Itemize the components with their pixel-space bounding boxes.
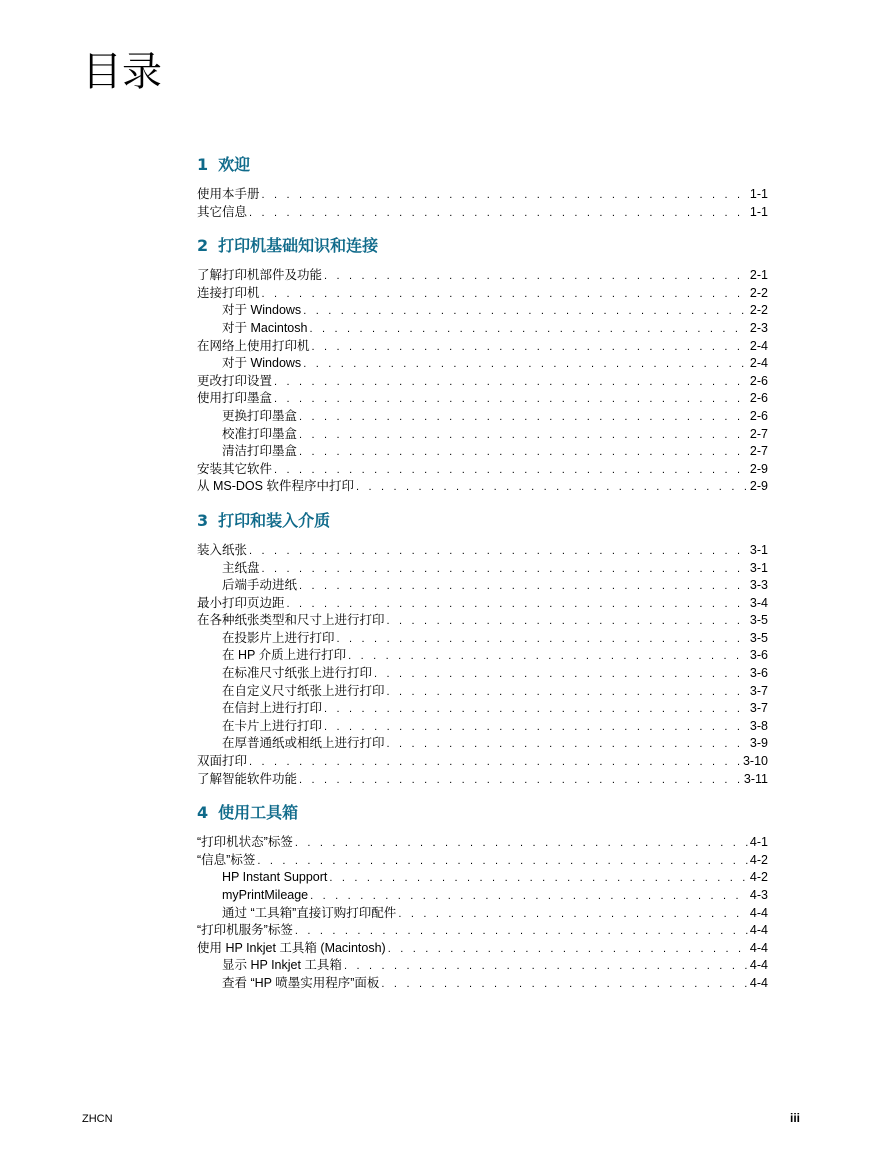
toc-entry-label: 使用 HP Inkjet 工具箱 (Macintosh) <box>197 940 386 955</box>
toc-entry-page: 4-4 <box>749 923 768 938</box>
toc-entry-label: 主纸盘 <box>222 560 260 575</box>
chapter-title: 使用工具箱 <box>218 803 299 823</box>
toc-entry[interactable] <box>197 542 768 560</box>
toc-entry-page: 2-2 <box>749 303 768 318</box>
toc-entry-label: 在 HP 介质上进行打印 <box>222 648 347 663</box>
dot-leader <box>388 941 748 959</box>
dot-leader <box>299 578 748 596</box>
toc-entry-label: “打印机服务”标签 <box>197 923 293 938</box>
page-title: 目录 <box>82 49 162 95</box>
toc-entry-label: 在自定义尺寸纸张上进行打印 <box>222 683 385 698</box>
dot-leader <box>324 719 748 737</box>
toc-entry-label: 在标准尺寸纸张上进行打印 <box>222 666 373 681</box>
chapter-number: 2 <box>197 236 209 256</box>
toc-entry[interactable] <box>197 771 768 789</box>
dot-leader <box>299 772 742 790</box>
toc-entry[interactable] <box>197 612 768 630</box>
dot-leader <box>262 561 748 579</box>
toc-entry-page: 3-10 <box>742 754 768 769</box>
toc-entry-page: 2-4 <box>749 356 768 371</box>
toc-entry[interactable] <box>197 390 768 408</box>
toc-entry-page: 3-6 <box>749 666 768 681</box>
dot-leader <box>249 205 748 223</box>
toc-entry-label: 对于 Windows <box>222 356 302 371</box>
dot-leader <box>303 356 748 374</box>
toc-entry-label: 对于 Windows <box>222 303 302 318</box>
toc-entry-label: 安装其它软件 <box>197 461 273 476</box>
footer-page-number: iii <box>789 1111 800 1125</box>
toc-entry[interactable] <box>197 647 768 665</box>
toc-entry-page: 2-6 <box>749 373 768 388</box>
toc-entry[interactable] <box>197 905 768 923</box>
dot-leader <box>287 596 748 614</box>
toc-entry[interactable] <box>197 186 768 204</box>
toc-entry-page: 2-6 <box>749 408 768 423</box>
toc-entry-page: 4-2 <box>749 870 768 885</box>
toc-chapter <box>197 235 768 496</box>
toc-entry-page: 3-11 <box>743 771 768 786</box>
toc-entry-page: 4-1 <box>749 835 768 850</box>
dot-leader <box>303 303 748 321</box>
toc-entry-page: 4-4 <box>749 905 768 920</box>
dot-leader <box>324 701 748 719</box>
toc-entry-page: 4-4 <box>749 940 768 955</box>
toc-entry-label: 双面打印 <box>197 754 248 769</box>
chapter-title: 打印和装入介质 <box>218 510 331 530</box>
toc-entry-page: 2-2 <box>749 285 768 300</box>
toc-entry-label: 从 MS-DOS 软件程序中打印 <box>197 479 354 494</box>
dot-leader <box>274 374 748 392</box>
toc-entry-label: 了解打印机部件及功能 <box>197 268 323 283</box>
dot-leader <box>387 684 748 702</box>
dot-leader <box>262 187 748 205</box>
toc-entry-page: 2-9 <box>749 479 768 494</box>
toc-entry-page: 2-6 <box>749 391 768 406</box>
toc-entry[interactable] <box>197 267 768 285</box>
toc-entry[interactable] <box>197 735 768 753</box>
toc-entry-label: 装入纸张 <box>197 542 248 557</box>
toc-entry-label: 显示 HP Inkjet 工具箱 <box>222 958 342 973</box>
toc-entry-page: 1-1 <box>749 204 768 219</box>
toc-entry[interactable] <box>197 630 768 648</box>
toc-entry-label: 使用打印墨盒 <box>197 391 273 406</box>
toc-entry[interactable] <box>197 718 768 736</box>
chapter-heading[interactable] <box>197 802 768 824</box>
chapter-number: 4 <box>197 803 209 823</box>
toc-entry-label: 使用本手册 <box>197 187 260 201</box>
toc-entry-page: 3-7 <box>749 701 768 716</box>
toc-entry[interactable] <box>197 577 768 595</box>
dot-leader <box>348 648 748 666</box>
toc-entry-label: 后端手动进纸 <box>222 578 298 593</box>
toc-entry[interactable] <box>197 852 768 870</box>
toc-entry-label: 在投影片上进行打印 <box>222 630 335 645</box>
dot-leader <box>299 427 748 445</box>
toc-entry-page: 2-9 <box>749 461 768 476</box>
toc-entry[interactable] <box>197 285 768 303</box>
toc-entry-page: 3-7 <box>749 683 768 698</box>
dot-leader <box>356 479 748 497</box>
toc-entry-label: 在厚普通纸或相纸上进行打印 <box>222 736 385 751</box>
dot-leader <box>274 391 748 409</box>
toc-entry-label: 其它信息 <box>197 204 248 219</box>
chapter-number: 1 <box>197 155 209 174</box>
table-of-contents <box>197 154 768 993</box>
toc-entry[interactable] <box>197 478 768 496</box>
dot-leader <box>344 958 748 976</box>
dot-leader <box>299 444 748 462</box>
chapter-title: 打印机基础知识和连接 <box>218 236 379 256</box>
dot-leader <box>337 631 748 649</box>
toc-entry[interactable] <box>197 355 768 373</box>
toc-entry-label: “信息”标签 <box>197 852 256 867</box>
toc-entry-page: 3-9 <box>749 736 768 751</box>
toc-entry[interactable] <box>197 560 768 578</box>
toc-entry-label: 在各种纸张类型和尺寸上进行打印 <box>197 613 385 628</box>
toc-entry-page: 4-2 <box>749 852 768 867</box>
toc-entry[interactable] <box>197 683 768 701</box>
dot-leader <box>310 888 748 906</box>
toc-entry-label: 通过 “工具箱”直接订购打印配件 <box>222 905 397 920</box>
toc-entry[interactable] <box>197 700 768 718</box>
toc-chapter <box>197 510 768 788</box>
toc-chapter <box>197 154 768 221</box>
toc-entry[interactable] <box>197 887 768 905</box>
dot-leader <box>309 321 747 339</box>
chapter-title: 欢迎 <box>218 155 251 174</box>
toc-entry[interactable] <box>197 869 768 887</box>
chapter-heading[interactable] <box>197 510 768 532</box>
toc-entry-label: 校准打印墨盒 <box>222 426 298 441</box>
dot-leader <box>295 923 748 941</box>
toc-entry-label: 连接打印机 <box>197 285 260 300</box>
toc-entry-page: 2-7 <box>749 444 768 459</box>
toc-entry-page: 3-6 <box>749 648 768 663</box>
footer-language-code: ZHCN <box>82 1113 113 1125</box>
toc-entry-page: 4-3 <box>749 888 768 902</box>
toc-entry-label: “打印机状态”标签 <box>197 835 293 850</box>
toc-entry-page: 2-4 <box>749 338 768 353</box>
toc-entry-label: myPrintMileage <box>222 888 309 902</box>
toc-entry[interactable] <box>197 665 768 683</box>
toc-entry[interactable] <box>197 338 768 356</box>
toc-chapter <box>197 802 768 992</box>
dot-leader <box>387 613 748 631</box>
dot-leader <box>387 736 748 754</box>
dot-leader <box>249 543 748 561</box>
toc-entry[interactable] <box>197 408 768 426</box>
chapter-heading[interactable] <box>197 154 768 176</box>
dot-leader <box>262 286 748 304</box>
toc-entry[interactable] <box>197 940 768 958</box>
toc-entry-page: 3-3 <box>749 578 768 593</box>
toc-entry[interactable] <box>197 443 768 461</box>
toc-entry[interactable] <box>197 302 768 320</box>
toc-entry-page: 2-3 <box>749 320 768 335</box>
toc-entry-label: 在卡片上进行打印 <box>222 718 323 733</box>
toc-entry[interactable] <box>197 320 768 338</box>
toc-entry-label: 查看 “HP 喷墨实用程序”面板 <box>222 975 380 990</box>
toc-entry[interactable] <box>197 975 768 993</box>
chapter-number: 3 <box>197 510 209 530</box>
dot-leader <box>398 906 748 924</box>
toc-entry-label: 对于 Macintosh <box>222 320 308 335</box>
toc-entry-page: 3-1 <box>749 560 768 575</box>
dot-leader <box>312 339 748 357</box>
toc-entry[interactable] <box>197 957 768 975</box>
toc-entry-page: 3-4 <box>749 595 768 610</box>
dot-leader <box>274 462 748 480</box>
toc-entry[interactable] <box>197 204 768 222</box>
toc-entry-label: 更改打印设置 <box>197 373 273 388</box>
toc-entry[interactable] <box>197 753 768 771</box>
toc-entry-page: 4-4 <box>749 958 768 973</box>
toc-entry-label: 最小打印页边距 <box>197 595 285 610</box>
toc-entry-label: 了解智能软件功能 <box>197 771 298 786</box>
toc-entry[interactable] <box>197 922 768 940</box>
toc-entry-label: 在网络上使用打印机 <box>197 338 310 353</box>
toc-entry[interactable] <box>197 595 768 613</box>
toc-entry[interactable] <box>197 373 768 391</box>
toc-entry-label: 清洁打印墨盒 <box>222 444 298 459</box>
dot-leader <box>299 409 748 427</box>
dot-leader <box>329 870 748 888</box>
toc-entry-page: 2-1 <box>749 268 768 283</box>
toc-entry-page: 3-5 <box>749 613 768 628</box>
toc-entry-page: 2-7 <box>749 426 768 441</box>
dot-leader <box>257 853 748 871</box>
dot-leader <box>381 976 748 994</box>
toc-entry-page: 4-4 <box>749 975 768 990</box>
toc-entry-label: HP Instant Support <box>222 870 328 885</box>
dot-leader <box>324 268 748 286</box>
toc-entry-page: 3-5 <box>749 630 768 645</box>
dot-leader <box>374 666 748 684</box>
toc-entry[interactable] <box>197 461 768 479</box>
toc-entry-page: 1-1 <box>749 187 768 201</box>
dot-leader <box>295 835 748 853</box>
chapter-heading[interactable] <box>197 235 768 257</box>
toc-entry-page: 3-1 <box>749 542 768 557</box>
toc-entry-label: 在信封上进行打印 <box>222 701 323 716</box>
toc-entry[interactable] <box>197 834 768 852</box>
toc-entry-label: 更换打印墨盒 <box>222 408 298 423</box>
toc-entry[interactable] <box>197 426 768 444</box>
toc-entry-page: 3-8 <box>749 718 768 733</box>
dot-leader <box>249 754 741 772</box>
